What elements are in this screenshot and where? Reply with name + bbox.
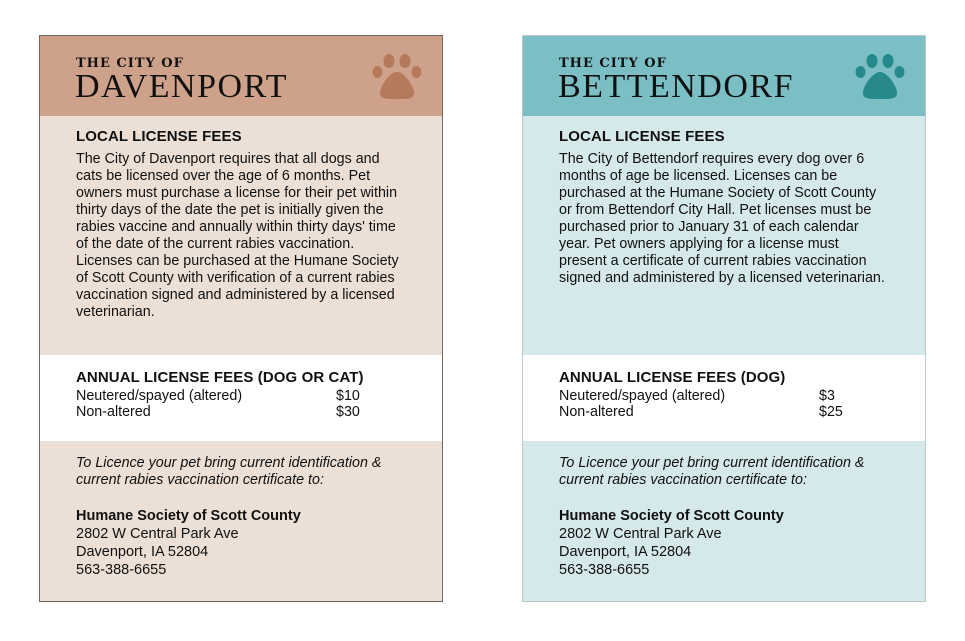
instructions: To Licence your pet bring current identification & current rabies vaccination certificate to:	[559, 455, 865, 488]
local-fees-section	[523, 116, 925, 355]
fee-row	[559, 404, 853, 420]
phone-number: 563-388-6655	[76, 562, 167, 578]
phone-number: 563-388-6655	[559, 562, 650, 578]
local-fees-section	[40, 116, 442, 355]
annual-fees-heading: ANNUAL LICENSE FEES (DOG)	[559, 369, 786, 386]
fee-label: Neutered/spayed (altered)	[76, 388, 243, 404]
local-fees-text: The City of Davenport requires that all dogs and cats be licensed over the age of 6 months. Pet owners must purchase a license for their pet within thirty days of the date the pet is initially given the rabies vaccine and annually within thirty days' time of the date of the current rabies vaccination. Licenses can be purchased at the Humane Society of Scott County with verification of a current rabies vaccination signed and administered by a licensed veterinarian.	[76, 151, 399, 320]
contact-section	[40, 441, 442, 601]
city-prefix: THE CITY OF	[559, 56, 667, 71]
card-header	[40, 36, 442, 116]
annual-fees-heading: ANNUAL LICENSE FEES (DOG OR CAT)	[76, 369, 364, 386]
fee-row	[76, 404, 370, 420]
fee-price: $10	[336, 388, 360, 404]
fee-price: $30	[336, 404, 360, 420]
fee-label: Non-altered	[76, 404, 151, 420]
fee-row	[559, 388, 853, 404]
card-header	[523, 36, 925, 116]
annual-fees-section	[523, 355, 925, 441]
bettendorf-card	[522, 35, 926, 602]
city-prefix: THE CITY OF	[76, 56, 184, 71]
organization-name: Humane Society of Scott County	[76, 508, 301, 524]
paw-icon	[855, 54, 905, 100]
city-name: DAVENPORT	[75, 68, 288, 105]
contact-section	[523, 441, 925, 601]
local-fees-heading: LOCAL LICENSE FEES	[559, 128, 725, 145]
fee-price: $3	[819, 388, 835, 404]
address-line-1: 2802 W Central Park Ave	[559, 526, 722, 542]
fee-label: Non-altered	[559, 404, 634, 420]
fee-label: Neutered/spayed (altered)	[559, 388, 726, 404]
paw-icon	[372, 54, 422, 100]
local-fees-heading: LOCAL LICENSE FEES	[76, 128, 242, 145]
instructions: To Licence your pet bring current identification & current rabies vaccination certificate to:	[76, 455, 382, 488]
city-name: BETTENDORF	[558, 68, 794, 105]
fee-row	[76, 388, 370, 404]
davenport-card	[39, 35, 443, 602]
annual-fees-section	[40, 355, 442, 441]
address-line-2: Davenport, IA 52804	[76, 544, 209, 560]
organization-name: Humane Society of Scott County	[559, 508, 784, 524]
fee-price: $25	[819, 404, 843, 420]
address-line-1: 2802 W Central Park Ave	[76, 526, 239, 542]
address-line-2: Davenport, IA 52804	[559, 544, 692, 560]
local-fees-text: The City of Bettendorf requires every dog over 6 months of age be licensed. Licenses can be purchased at the Humane Society of Scott County or from Bettendorf City Hall. Pet licenses must be purchased prior to January 31 of each calendar year. Pet owners applying for a license must present a certificate of current rabies vaccination signed and administered by a licensed veterinarian.	[559, 151, 885, 286]
